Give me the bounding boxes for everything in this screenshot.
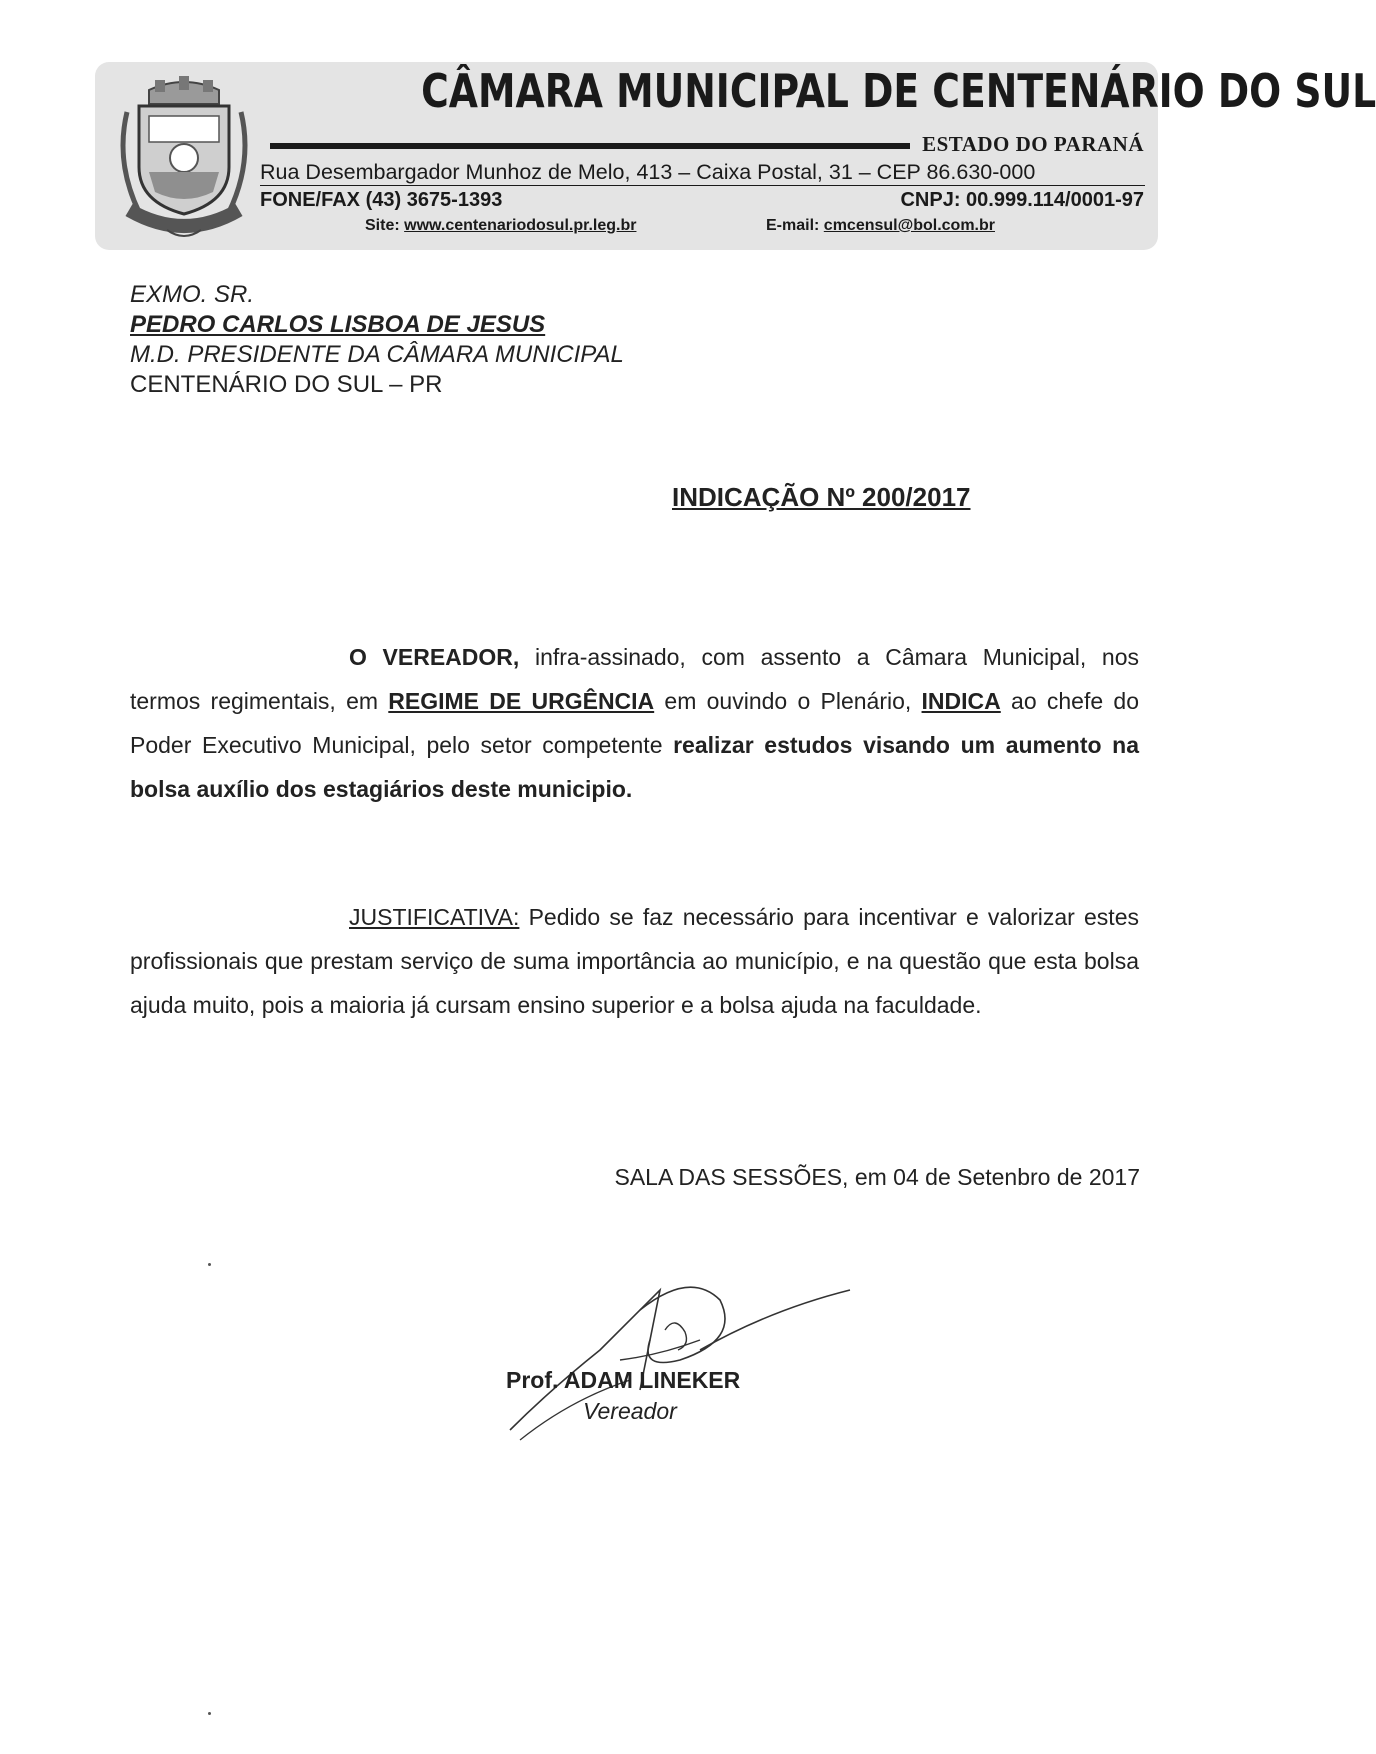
justification-paragraph <box>130 895 1139 1027</box>
justification-text: Pedido se faz necessário para incentivar e valorizar estes profissionais que prestam serviço de suma importância ao município, e na questão que esta bolsa ajuda muito, pois a maioria já cursam ensino superior e a bolsa ajuda na faculdade. <box>130 904 1139 1018</box>
signer-name: Prof. ADAM LINEKER <box>506 1367 741 1393</box>
indication-paragraph <box>130 635 1139 811</box>
justification-lead: JUSTIFICATIVA: <box>349 904 520 930</box>
document-title: INDICAÇÃO Nº 200/2017 <box>672 482 971 512</box>
place-date: SALA DAS SESSÕES, em 04 de Setenbro de 2017 <box>614 1164 1140 1190</box>
salutation: EXMO. SR. <box>130 281 255 308</box>
addressee-block <box>130 280 624 400</box>
city-crest-icon <box>109 72 259 244</box>
paragraph-text-1: infra-assinado, com assento a Câmara Municipal, nos termos regimentais, em <box>130 644 1139 714</box>
state-name: ESTADO DO PARANÁ <box>922 132 1144 156</box>
addressee-role: M.D. PRESIDENTE DA CÂMARA MUNICIPAL <box>130 341 624 368</box>
paragraph-text-2: em ouvindo o Plenário, <box>654 688 922 714</box>
email-link[interactable]: cmcensul@bol.com.br <box>823 217 995 234</box>
letterhead <box>95 62 1376 250</box>
website-link[interactable]: www.centenariodosul.pr.leg.br <box>404 217 637 234</box>
handwritten-signature-icon <box>490 1270 870 1450</box>
chamber-address: Rua Desembargador Munhoz de Melo, 413 – Caixa Postal, 31 – CEP 86.630-000 <box>260 160 1145 186</box>
website-label: Site: <box>365 217 405 234</box>
paragraph-lead: O VEREADOR, <box>349 644 520 670</box>
addressee-city: CENTENÁRIO DO SUL – PR <box>130 371 443 398</box>
chamber-cnpj: CNPJ: 00.999.114/0001-97 <box>900 189 1144 211</box>
chamber-name: CÂMARA MUNICIPAL DE CENTENÁRIO DO SUL <box>421 64 1376 118</box>
urgency-term: REGIME DE URGÊNCIA <box>388 688 655 714</box>
scan-speck <box>208 1263 211 1266</box>
email-label: E-mail: <box>766 217 824 234</box>
request-text: realizar estudos visando um aumento na bolsa auxílio dos estagiários deste municipio. <box>130 732 1139 802</box>
paragraph-text-3: ao chefe do Poder Executivo Municipal, pelo setor competente <box>130 688 1139 758</box>
signer-role: Vereador <box>583 1398 677 1424</box>
email <box>766 217 995 235</box>
indica-term: INDICA <box>921 688 1001 714</box>
chamber-phone: FONE/FAX (43) 3675-1393 <box>260 189 503 211</box>
header-rule <box>270 143 910 149</box>
scan-speck <box>208 1712 211 1715</box>
addressee-name: PEDRO CARLOS LISBOA DE JESUS <box>130 311 546 338</box>
website <box>365 217 636 235</box>
